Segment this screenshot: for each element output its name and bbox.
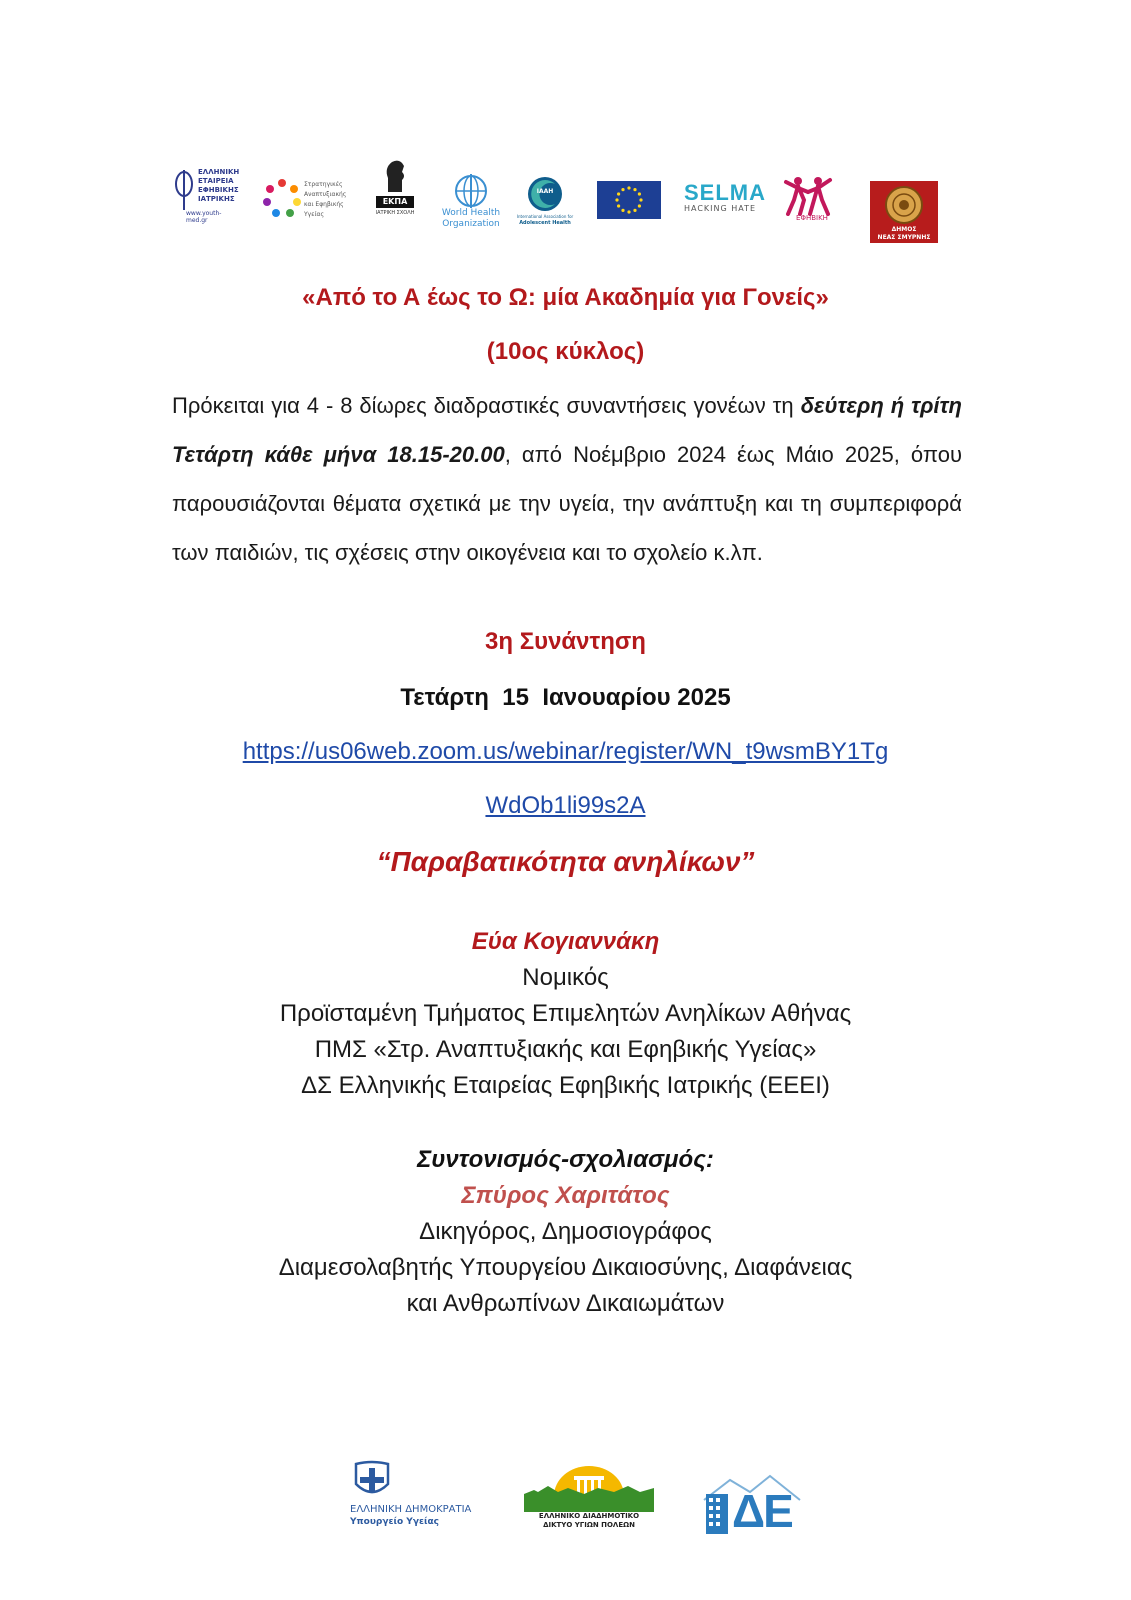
ekpa-label: ΕΚΠΑ xyxy=(376,196,414,208)
coordinator-name: Σπύρος Χαριτάτος xyxy=(461,1182,670,1209)
dimos-nea-smyrni-logo xyxy=(870,181,938,243)
eeei-logo xyxy=(172,168,242,224)
ekpa-logo xyxy=(372,158,418,222)
edde-line: ΔΙΚΤΥΟ ΥΓΙΩΝ ΠΟΛΕΩΝ xyxy=(543,1521,635,1529)
topic-title: “Παραβατικότητα ανηλίκων” xyxy=(376,846,755,877)
eu-flag-icon xyxy=(597,181,661,219)
greece-line1: ΕΛΛΗΝΙΚΗ ΔΗΜΟΚΡΑΤΙΑ xyxy=(350,1504,472,1515)
eeei-line: ΙΑΤΡΙΚΗΣ xyxy=(198,195,235,203)
edde-line: ΕΛΛΗΝΙΚΟ ΔΙΑΔΗΜΟΤΙΚΟ xyxy=(538,1512,640,1520)
pms-logo xyxy=(262,178,352,222)
de-text: ΔΕ xyxy=(732,1485,792,1537)
seal-icon xyxy=(884,185,924,225)
meeting-date: Τετάρτη 15 Ιανουαρίου 2025 xyxy=(400,684,731,711)
ekpa-sub: ΙΑΤΡΙΚΗ ΣΧΟΛΗ xyxy=(375,210,415,216)
who-emblem-icon xyxy=(452,172,490,210)
healthy-cities-emblem-icon xyxy=(524,1460,654,1512)
iaah-logo xyxy=(512,174,578,226)
speaker-detail: Προϊσταμένη Τμήματος Επιμελητών Ανηλίκων Αθήνας xyxy=(279,1000,852,1027)
efivikii-logo xyxy=(776,176,848,228)
coordination-label: Συντονισμός-σχολιασμός: xyxy=(417,1146,714,1173)
iaah-mark: IAAH xyxy=(536,188,554,195)
pms-line: Υγείας xyxy=(304,211,324,218)
intro-paragraph xyxy=(172,381,962,577)
pms-line: και Εφηβικής xyxy=(304,201,344,208)
selma-name: SELMA xyxy=(684,180,766,205)
speaker-detail: ΔΣ Ελληνικής Εταιρείας Εφηβικής Ιατρικής (ΕΕΕΙ) xyxy=(301,1072,830,1099)
eeei-url: www.youth-med.gr xyxy=(186,210,222,224)
healthy-cities-logo xyxy=(524,1460,654,1530)
registration-link-cont[interactable]: WdOb1li99s2A xyxy=(485,792,646,819)
efivikii-text: ΕΦΗΒΙΚΗ xyxy=(796,214,828,222)
pms-line: Αναπτυξιακής xyxy=(304,191,347,198)
greece-line2: Υπουργείο Υγείας xyxy=(350,1517,439,1527)
iaah-line: Adolescent Health xyxy=(519,220,571,226)
speaker-role: Νομικός xyxy=(522,964,609,991)
meeting-label: 3η Συνάντηση xyxy=(485,628,646,655)
hellenic-republic-logo xyxy=(350,1460,490,1527)
speaker-detail: ΠΜΣ «Στρ. Αναπτυξιακής και Εφηβικής Υγείας» xyxy=(314,1036,817,1063)
intro-text-end: , από Νοέμβριο 2024 έως Μάιο 2025, όπου παρουσιάζονται θέματα σχετικά με την υγεία, την ανάπτυξη και τη συμπεριφορά των παιδιών, τις σχέσεις στην οικογένεια και το σχολείο κ.λπ. xyxy=(172,442,962,565)
greek-emblem-icon xyxy=(350,1460,394,1502)
who-logo xyxy=(440,172,502,232)
selma-logo xyxy=(684,180,764,220)
eeei-symbol-icon xyxy=(172,168,196,212)
registration-link[interactable]: https://us06web.zoom.us/webinar/register/WN_t9wsmBY1Tg xyxy=(242,738,889,765)
page-title: «Από το Α έως το Ω: μία Ακαδημία για Γονείς» xyxy=(302,284,829,311)
who-line: World Health xyxy=(441,208,501,218)
intro-schedule: δεύτερη ή τρίτη Τετάρτη κάθε μήνα 18.15-20.00 xyxy=(172,393,962,467)
iaah-line: International Association for xyxy=(516,214,574,219)
pms-line: Στρατηγικές xyxy=(304,181,343,188)
dimos-line: ΝΕΑΣ ΣΜΥΡΝΗΣ xyxy=(877,234,931,241)
speaker-name: Εύα Κογιαννάκη xyxy=(471,928,660,955)
cycle-label: (10ος κύκλος) xyxy=(486,338,645,365)
athena-head-icon xyxy=(380,158,410,194)
dimos-line: ΔΗΜΟΣ xyxy=(891,226,917,233)
registration-link-wrapper xyxy=(0,738,1131,766)
dancing-figures-icon xyxy=(782,176,834,216)
coordinator-detail: Διαμεσολαβητής Υπουργείου Δικαιοσύνης, Διαφάνειας xyxy=(278,1254,853,1281)
circle-people-icon xyxy=(262,178,302,218)
eeei-line: ΕΤΑΙΡΕΙΑ xyxy=(198,177,234,185)
eu-flag-logo xyxy=(597,181,661,219)
selma-tagline: HACKING HATE xyxy=(684,204,757,213)
eeei-line: ΕΦΗΒΙΚΗΣ xyxy=(198,186,239,194)
eeei-line: ΕΛΛΗΝΙΚΗ xyxy=(198,168,240,176)
registration-link-wrapper-2 xyxy=(0,792,1131,820)
intro-text-start: Πρόκειται για 4 - 8 δίωρες διαδραστικές συναντήσεις γονέων τη xyxy=(172,393,794,418)
coordinator-detail: και Ανθρωπίνων Δικαιωμάτων xyxy=(406,1290,725,1317)
who-line: Organization xyxy=(442,219,500,229)
de-logo xyxy=(700,1470,804,1536)
coordinator-detail: Δικηγόρος, Δημοσιογράφος xyxy=(419,1218,712,1245)
